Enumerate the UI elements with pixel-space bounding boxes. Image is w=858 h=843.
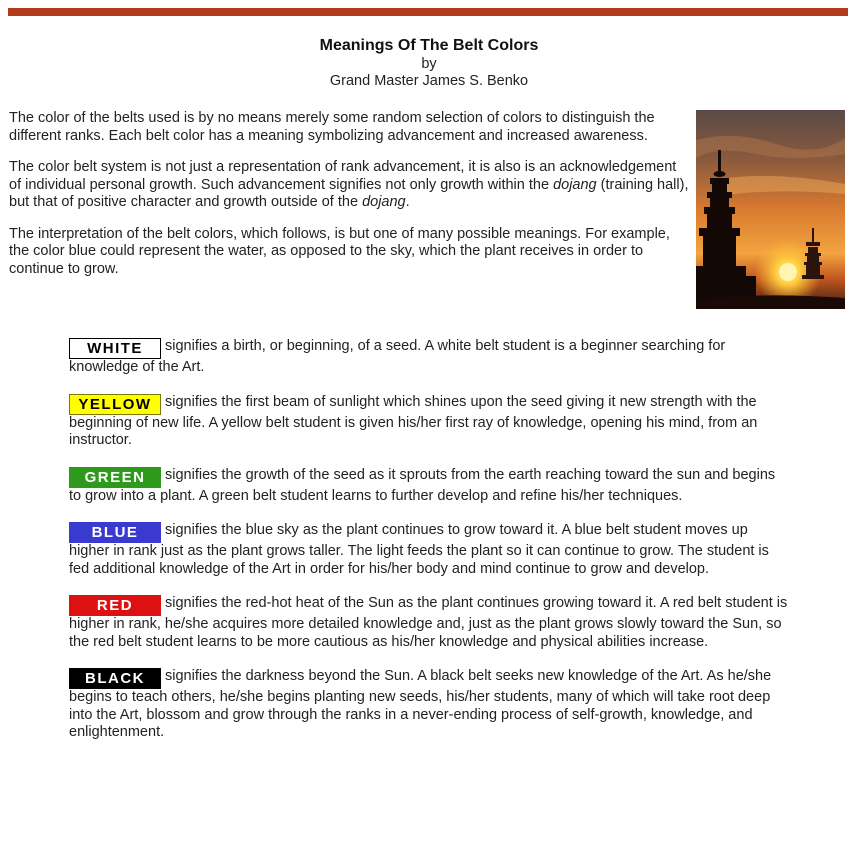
byline-by: by — [421, 56, 437, 72]
page-header — [0, 36, 858, 90]
intro-p2-text-c: . — [405, 194, 410, 210]
intro-p2-text-b: (training hall), but that of positive character and growth outside of the — [9, 176, 689, 210]
white-belt-badge: WHITE — [69, 338, 161, 359]
intro-p2-text-a: The color belt system is not just a representation of rank advancement, it is also is an acknowledgement of individual personal growth. Such advancement signifies not only growth within the — [9, 159, 677, 193]
intro-text — [9, 110, 691, 292]
black-belt-description: signifies the darkness beyond the Sun. A black belt seeks new knowledge of the Art. As he/she begins to teach others, he/she begins planting new seeds, his/her students, many of which will take root deep into the Art, blossom and grow through the ranks in a never-ending process of self-growth, knowledge, and enlightenment. — [69, 668, 772, 740]
belt-item-yellow — [69, 394, 791, 450]
intro-paragraph-3: The interpretation of the belt colors, which follows, is but one of many possible meanings. For example, the color blue could represent the water, as opposed to the sky, which the plant receives in order to continue to grow. — [9, 225, 670, 277]
belt-item-white — [69, 338, 791, 377]
yellow-belt-badge: YELLOW — [69, 394, 161, 415]
black-belt-badge: BLACK — [69, 668, 161, 689]
page-title: Meanings Of The Belt Colors — [319, 37, 539, 54]
top-divider — [8, 8, 848, 16]
dojang-term: dojang — [362, 194, 406, 210]
belt-list — [69, 338, 791, 759]
red-belt-badge: RED — [69, 595, 161, 616]
belt-item-black — [69, 668, 791, 742]
green-belt-badge: GREEN — [69, 467, 161, 488]
blue-belt-description: signifies the blue sky as the plant continues to grow toward it. A blue belt student moves up higher in rank just as the plant grows taller. The light feeds the plant so it can continue to grow. The student is fed additional knowledge of the Art in order for his/her body and mind continue to grow and develop. — [69, 522, 769, 577]
author-name: Grand Master James S. Benko — [329, 73, 529, 89]
intro-paragraph-2 — [9, 159, 691, 212]
pagoda-sunset-photo — [696, 110, 845, 309]
yellow-belt-description: signifies the first beam of sunlight which shines upon the seed giving it new strength with the beginning of new life. A yellow belt student is given his/her first ray of knowledge, opening his mind, from an instructor. — [69, 393, 758, 448]
white-belt-description: signifies a birth, or beginning, of a seed. A white belt student is a beginner searching for knowledge of the Art. — [69, 338, 726, 375]
belt-item-red — [69, 595, 791, 651]
dojang-term: dojang — [553, 176, 597, 193]
green-belt-description: signifies the growth of the seed as it sprouts from the earth reaching toward the sun and begins to grow into a plant. A green belt student learns to further develop and refine his/her techniques. — [69, 466, 776, 504]
red-belt-description: signifies the red-hot heat of the Sun as the plant continues growing toward it. A red belt student is higher in rank, he/she acquires more detailed knowledge and, just as the plant grows slowly toward the Sun, so the red belt student learns to be more cautious as his/her knowledge and physical abilities increase. — [69, 595, 788, 650]
belt-item-green — [69, 467, 791, 506]
intro-paragraph-1: The color of the belts used is by no means merely some random selection of colors to distinguish the different ranks. Each belt color has a meaning symbolizing advancement and increased awareness. — [9, 110, 655, 144]
belt-item-blue — [69, 522, 791, 578]
blue-belt-badge: BLUE — [69, 522, 161, 543]
